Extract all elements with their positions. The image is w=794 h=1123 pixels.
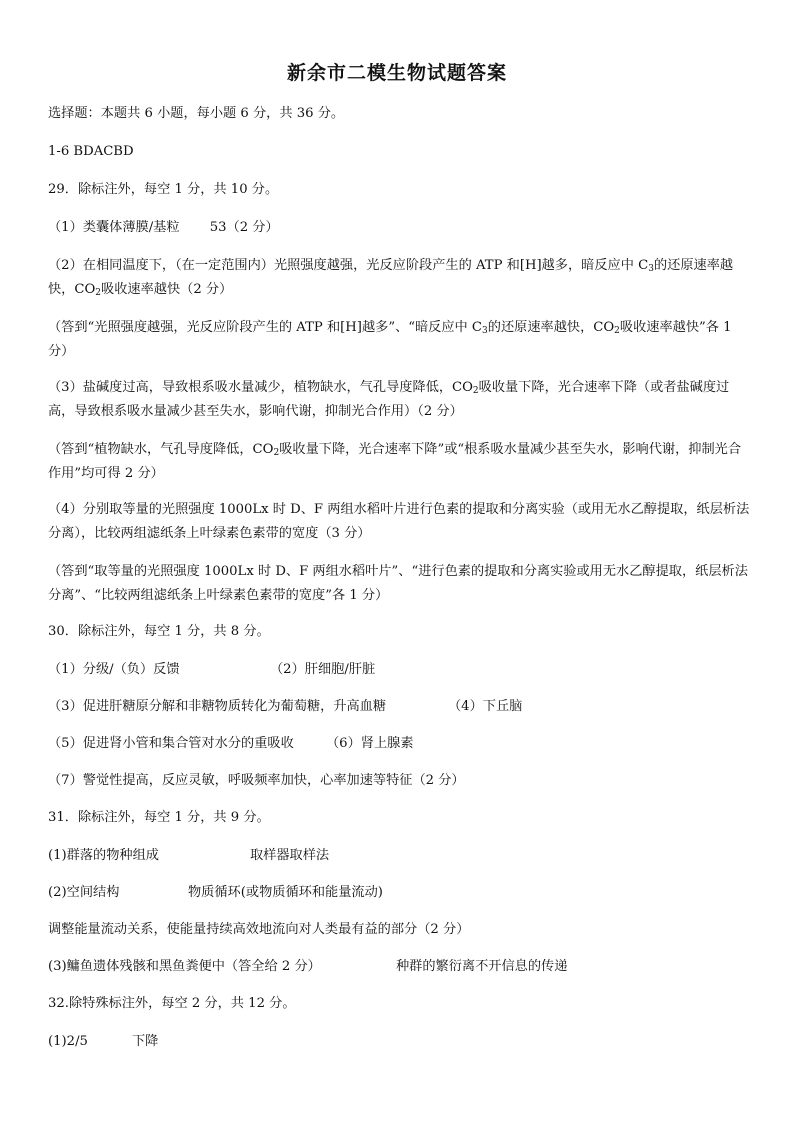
q32-line1 (48, 1030, 754, 1054)
q29-part3-note (48, 438, 754, 486)
intro-line: 选择题：本题共 6 小题，每小题 6 分，共 36 分。 (48, 106, 345, 121)
q30-2-answer: （2）肝细胞/肝脏 (270, 662, 376, 677)
q29-1-answer-b: 53（2 分） (209, 220, 279, 235)
subscript: 2 (95, 288, 102, 298)
q31-1-answer-b: 取样器取样法 (250, 848, 330, 863)
q29-part4-note: （答到“取等量的光照强度 1000Lx 时 D、F 两组水稻叶片”、“进行色素的提取和分离实验或用无水乙醇提取，纸层析法分离”、“比较两组滤纸条上叶绿素色素带的宽度”各 1 分） (48, 564, 748, 603)
q30-5-answer: （5）促进肾小管和集合管对水分的重吸收 (48, 736, 294, 751)
q30-line1 (48, 658, 754, 682)
q29-header: 29．除标注外，每空 1 分，共 10 分。 (48, 182, 279, 197)
subscript: 2 (472, 386, 479, 396)
q30-1-answer: （1）分级/（负）反馈 (48, 662, 180, 677)
q31-line1 (48, 844, 754, 868)
q31-line2 (48, 881, 754, 905)
q30-header: 30．除标注外，每空 1 分，共 8 分。 (48, 624, 270, 639)
q29-part2-note (48, 316, 754, 364)
mc-answers: 1-6 BDACBD (48, 144, 134, 159)
q30-line4: （7）警觉性提高，反应灵敏，呼吸频率加快，心率加速等特征（2 分） (48, 773, 465, 788)
q29-part2 (48, 254, 754, 302)
q29-3-text-b: 吸收量下降，光合速率下降（或者盐碱度过高，导致根系吸水量减少甚至失水，影响代谢，抑制光合作用）（2 分） (48, 380, 730, 419)
q31-3-answer-a: (3)鳙鱼遗体残骸和黑鱼粪便中（答全给 2 分） (48, 959, 321, 974)
q29-2-text-b: 的还原速率越快，CO (48, 258, 734, 297)
q31-2-answer-b: 物质循环(或物质循环和能量流动) (188, 885, 383, 900)
q31-3-answer-b: 种群的繁衍离不开信息的传递 (396, 959, 568, 974)
q31-line4 (48, 955, 754, 979)
q30-4-answer: （4）下丘脑 (448, 699, 523, 714)
q30-6-answer: （6）肾上腺素 (326, 736, 414, 751)
q29-2-text-c: 吸收速率越快（2 分） (101, 282, 233, 297)
q31-1-answer-a: (1)群落的物种组成 (48, 848, 159, 863)
q32-header: 32.除特殊标注外，每空 2 分，共 12 分。 (48, 996, 296, 1011)
subscript: 2 (614, 326, 620, 336)
q29-3-text-a: （3）盐碱度过高，导致根系吸水量减少，植物缺水，气孔导度降低，CO (48, 380, 473, 395)
subscript: 2 (273, 448, 280, 458)
q29-2-note-c: 吸收速率越快”各 1 分） (48, 320, 732, 359)
q29-2-text-a: （2）在相同温度下，（在一定范围内）光照强度越强，光反应阶段产生的 ATP 和[H]越多，暗反应中 C (48, 258, 649, 273)
q29-part1 (48, 216, 754, 240)
q32-1-answer-a: (1)2/5 (48, 1034, 88, 1049)
q29-3-note-b: 吸收量下降，光合速率下降”或“根系吸水量减少甚至失水，影响代谢，抑制光合作用”均可得 2 分） (48, 442, 742, 481)
q30-3-answer: （3）促进肝糖原分解和非糖物质转化为葡萄糖，升高血糖 (48, 699, 387, 714)
q31-header: 31．除标注外，每空 1 分，共 9 分。 (48, 810, 270, 825)
q32-1-answer-b: 下降 (132, 1034, 159, 1049)
subscript: 3 (482, 326, 488, 336)
q29-1-answer-a: （1）类囊体薄膜/基粒 (48, 220, 180, 235)
q29-2-note-a: （答到“光照强度越强，光反应阶段产生的 ATP 和[H]越多”、“暗反应中 C (48, 320, 483, 335)
q29-2-note-b: 的还原速率越快，CO (487, 320, 615, 335)
q31-line3: 调整能量流动关系，使能量持续高效地流向对人类最有益的部分（2 分） (48, 922, 470, 937)
page-title: 新余市二模生物试题答案 (286, 62, 507, 84)
q30-line3 (48, 732, 754, 756)
q29-part3 (48, 376, 754, 424)
q30-line2 (48, 695, 754, 719)
q29-3-note-a: （答到“植物缺水，气孔导度降低，CO (48, 442, 274, 457)
q29-part4: （4）分别取等量的光照强度 1000Lx 时 D、F 两组水稻叶片进行色素的提取和分离实验（或用无水乙醇提取，纸层析法分离），比较两组滤纸条上叶绿素色素带的宽度（3 分） (48, 502, 750, 541)
q31-2-answer-a: (2)空间结构 (48, 885, 120, 900)
subscript: 3 (648, 264, 654, 274)
